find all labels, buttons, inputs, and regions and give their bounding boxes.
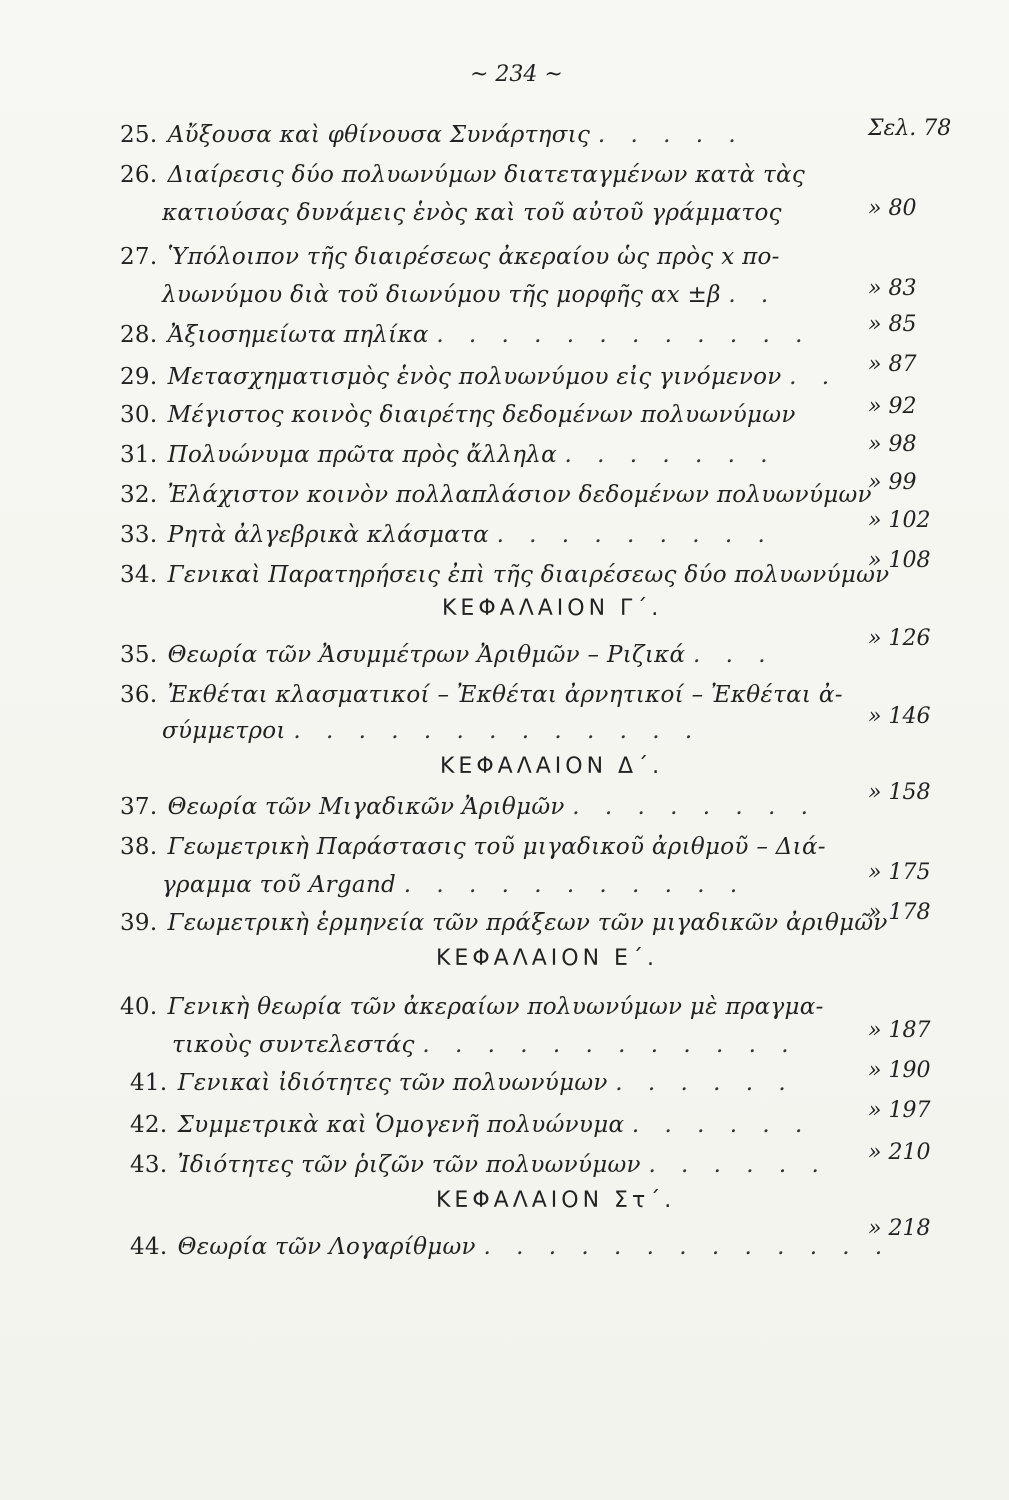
chapter-heading: ΚΕΦΑΛΑΙΟΝ Δ΄.: [440, 754, 664, 779]
entry-number: 40.: [120, 994, 158, 1020]
entry-page: » 87: [868, 352, 917, 377]
toc-entry-37: [120, 794, 817, 820]
leader-dots: . . .: [692, 642, 775, 668]
chapter-heading: ΚΕΦΑΛΑΙΟΝ Γ΄.: [442, 596, 663, 621]
toc-entry-30: [120, 402, 796, 428]
entry-number: 27.: [120, 244, 158, 270]
entry-page: » 146: [868, 704, 931, 729]
entry-number: 39.: [120, 910, 158, 936]
leader-dots: . . . . . . . . . . . .: [422, 1032, 798, 1058]
entry-number: 38.: [120, 834, 158, 860]
leader-dots: . . . . .: [597, 122, 745, 148]
leader-dots: . . . . . . . . . . . . .: [483, 1234, 892, 1260]
entry-title: Ἰδιότητες τῶν ῥιζῶν τῶν πολυωνύμων: [177, 1152, 641, 1178]
entry-title: Γεωμετρικὴ ἑρμηνεία τῶν πράξεων τῶν μιγαδικῶν ἀριθμῶν: [167, 910, 888, 936]
entry-title: Μετασχηματισμὸς ἑνὸς πολυωνύμου εἰς γινόμενον: [167, 364, 782, 390]
entry-title: Γεωμετρικὴ Παράστασις τοῦ μιγαδικοῦ ἀριθμοῦ – Διά-: [167, 834, 826, 860]
leader-dots: . . . . . . . . .: [496, 522, 774, 548]
leader-dots: . . . . . . .: [564, 442, 777, 468]
leader-dots: . . . . . . . . . . . . .: [293, 718, 702, 744]
leader-dots: . . . . . .: [648, 1152, 828, 1178]
entry-number: 34.: [120, 562, 158, 588]
entry-title: Ἐλάχιστον κοινὸν πολλαπλάσιον δεδομένων πολυωνύμων: [167, 482, 872, 508]
toc-entry-33: [120, 522, 774, 548]
toc-entry-27: [120, 244, 780, 270]
entry-number: 42.: [130, 1112, 168, 1138]
entry-page: » 210: [868, 1140, 931, 1165]
entry-title-continuation: σύμμετροι: [162, 718, 286, 744]
entry-page: » 99: [868, 470, 917, 495]
entry-title: Ἀξιοσημείωτα πηλίκα: [167, 322, 429, 348]
toc-entry-38: [120, 834, 826, 860]
entry-page: » 178: [868, 900, 931, 925]
leader-dots: . . . . . . . . . . . .: [436, 322, 812, 348]
entry-title: Γενικὴ θεωρία τῶν ἀκεραίων πολυωνύμων μὲ πραγμα-: [167, 994, 824, 1020]
toc-entry-41: [130, 1070, 795, 1096]
entry-number: 28.: [120, 322, 158, 348]
entry-title: Συμμετρικὰ καὶ Ὁμογενῆ πολυώνυμα: [177, 1112, 625, 1138]
leader-dots: . . . . . .: [615, 1070, 795, 1096]
toc-entry-32: [120, 482, 872, 508]
toc-entry-27-continuation: [162, 282, 777, 308]
toc-entry-35: [120, 642, 775, 668]
entry-page: » 126: [868, 626, 931, 651]
entry-number: 31.: [120, 442, 158, 468]
entry-number: 30.: [120, 402, 158, 428]
entry-page: » 102: [868, 508, 931, 533]
entry-title: Πολυώνυμα πρῶτα πρὸς ἄλληλα: [167, 442, 557, 468]
toc-entry-29: [120, 364, 838, 390]
entry-page: » 83: [868, 276, 917, 301]
entry-number: 29.: [120, 364, 158, 390]
entry-page: » 92: [868, 394, 917, 419]
entry-page: » 85: [868, 312, 917, 337]
leader-dots: . .: [728, 282, 778, 308]
toc-entry-38-continuation: [162, 872, 746, 898]
toc-entry-31: [120, 442, 777, 468]
entry-title: Γενικαὶ Παρατηρήσεις ἐπὶ τῆς διαιρέσεως δύο πολυωνύμων: [167, 562, 890, 588]
entry-page: » 187: [868, 1018, 931, 1043]
leader-dots: . . . . . .: [631, 1112, 812, 1138]
toc-entry-42: [130, 1112, 811, 1138]
entry-number: 32.: [120, 482, 158, 508]
toc-entry-40: [120, 994, 824, 1020]
entry-number: 43.: [130, 1152, 168, 1178]
entry-page: » 218: [868, 1216, 931, 1241]
entry-page: » 108: [868, 548, 931, 573]
entry-number: 33.: [120, 522, 158, 548]
entry-title: Ὑπόλοιπον τῆς διαιρέσεως ἀκεραίου ὡς πρὸς x πο-: [167, 244, 780, 270]
entry-number: 25.: [120, 122, 158, 148]
entry-title: Αὔξουσα καὶ φθίνουσα Συνάρτησις: [167, 122, 591, 148]
entry-page: » 98: [868, 432, 917, 457]
toc-entry-28: [120, 322, 811, 348]
chapter-heading: ΚΕΦΑΛΑΙΟΝ Στ΄.: [436, 1188, 676, 1213]
entry-title: Ἐκθέται κλασματικοί – Ἐκθέται ἀρνητικοί – Ἐκθέται ἀ-: [167, 682, 843, 708]
leader-dots: . . . . . . . .: [572, 794, 817, 820]
page-number: ~ 234 ~: [470, 62, 563, 87]
entry-number: 37.: [120, 794, 158, 820]
entry-title: Διαίρεσις δύο πολυωνύμων διατεταγμένων κατὰ τὰς: [167, 162, 806, 188]
entry-title-continuation: γραμμα τοῦ Argand: [162, 872, 397, 898]
chapter-heading: ΚΕΦΑΛΑΙΟΝ Ε΄.: [436, 946, 658, 971]
toc-entry-25: [120, 122, 745, 148]
entry-title: Μέγιστος κοινὸς διαιρέτης δεδομένων πολυωνύμων: [167, 402, 796, 428]
toc-entry-39: [120, 910, 888, 936]
toc-entry-43: [130, 1152, 828, 1178]
entry-title: Θεωρία τῶν Ἀσυμμέτρων Ἀριθμῶν – Ριζικά: [167, 642, 686, 668]
entry-number: 36.: [120, 682, 158, 708]
entry-number: 44.: [130, 1234, 168, 1260]
leader-dots: . .: [789, 364, 839, 390]
entry-title: Ρητὰ ἀλγεβρικὰ κλάσματα: [167, 522, 489, 548]
toc-entry-40-continuation: [172, 1032, 798, 1058]
toc-entry-26: [120, 162, 805, 188]
entry-title-continuation: τικοὺς συντελεστάς: [172, 1032, 415, 1058]
entry-page: Σελ. 78: [868, 116, 952, 141]
toc-entry-34: [120, 562, 889, 588]
entry-title: Θεωρία τῶν Μιγαδικῶν Ἀριθμῶν: [167, 794, 565, 820]
entry-page: » 190: [868, 1058, 931, 1083]
entry-page: » 197: [868, 1098, 931, 1123]
toc-entry-36-continuation: [162, 718, 701, 744]
entry-number: 26.: [120, 162, 158, 188]
entry-number: 35.: [120, 642, 158, 668]
leader-dots: . . . . . . . . . . .: [403, 872, 747, 898]
entry-title-continuation: κατιούσας δυνάμεις ἑνὸς καὶ τοῦ αὐτοῦ γράμματος: [162, 200, 782, 226]
entry-title: Γενικαὶ ἰδιότητες τῶν πολυωνύμων: [177, 1070, 608, 1096]
entry-title: Θεωρία τῶν Λογαρίθμων: [177, 1234, 476, 1260]
toc-entry-44: [130, 1234, 891, 1260]
entry-page: » 80: [868, 196, 917, 221]
toc-entry-36: [120, 682, 843, 708]
entry-number: 41.: [130, 1070, 168, 1096]
entry-title-continuation: λυωνύμου διὰ τοῦ διωνύμου τῆς μορφῆς αx ±β: [162, 282, 721, 308]
entry-page: » 175: [868, 860, 931, 885]
entry-page: » 158: [868, 780, 931, 805]
